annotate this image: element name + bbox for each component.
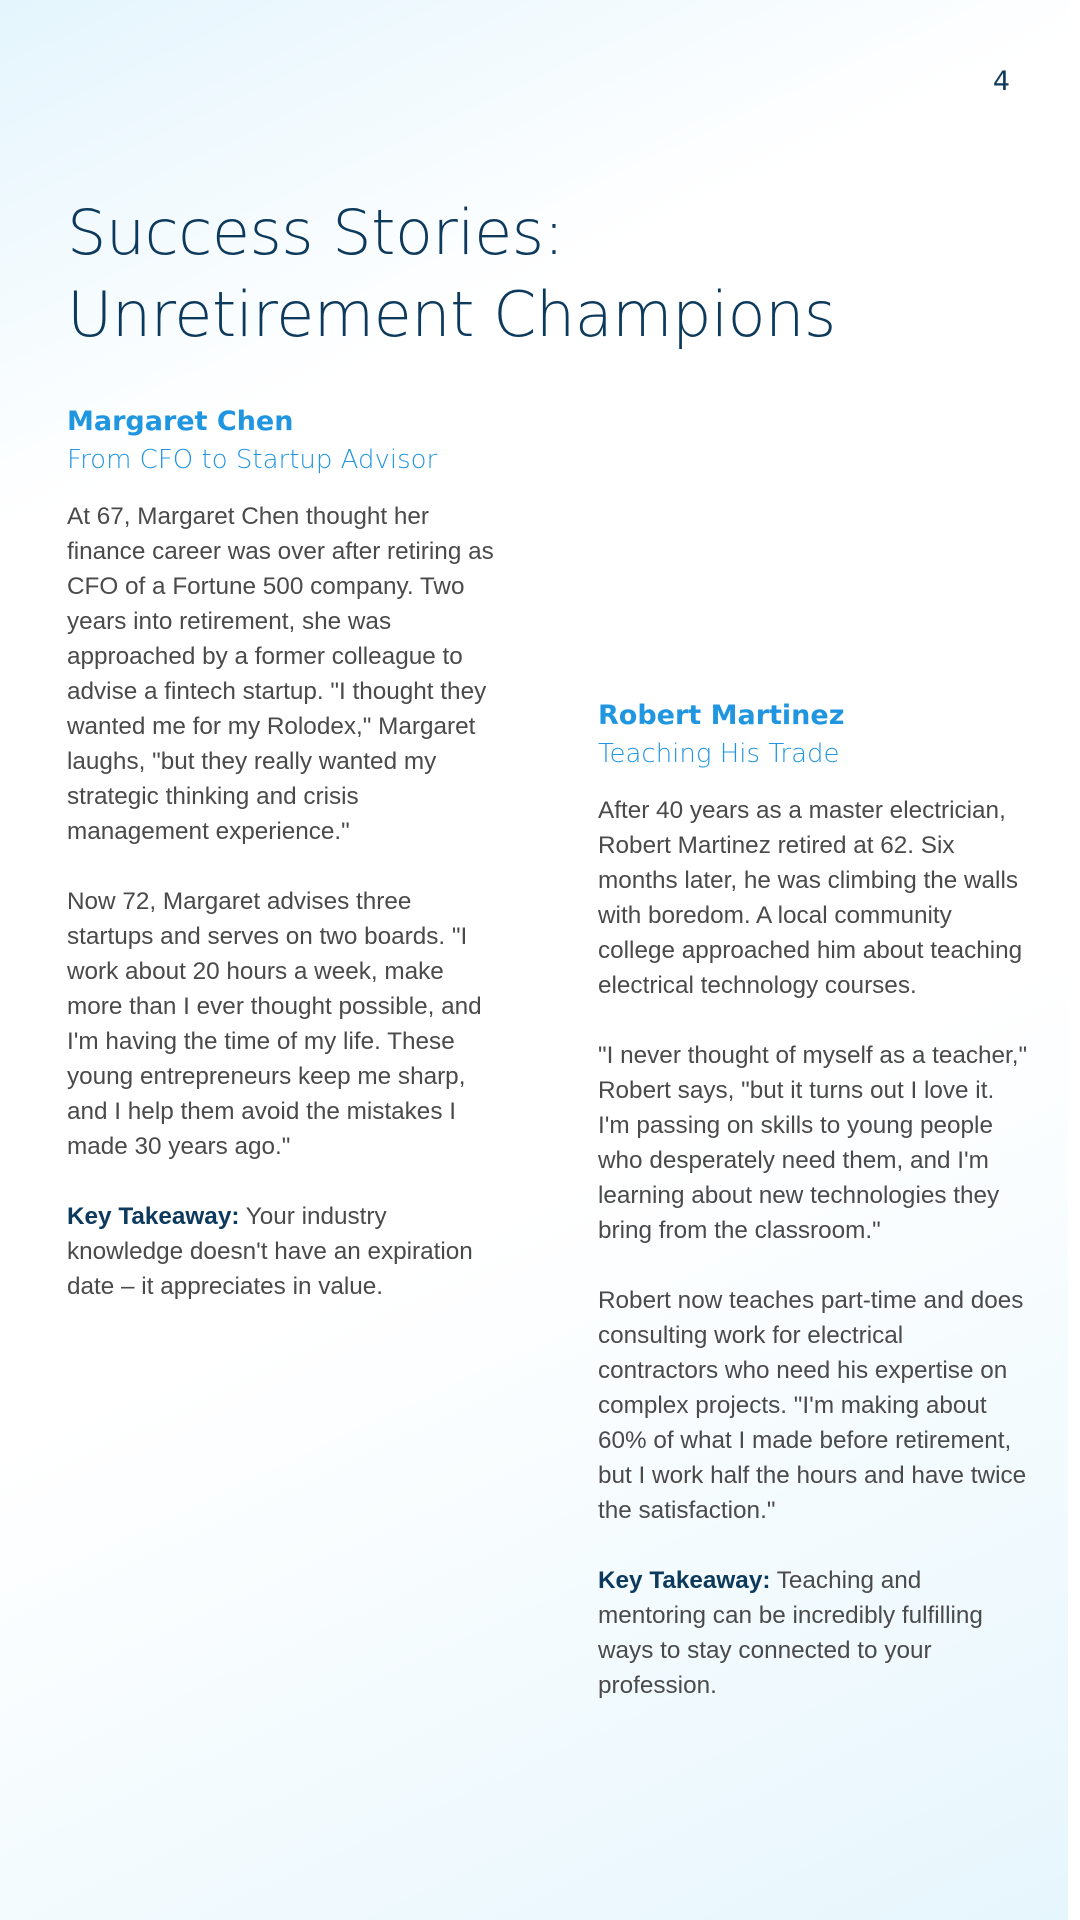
page-title	[67, 192, 836, 356]
story-margaret-chen	[67, 403, 497, 1339]
story-body	[67, 499, 497, 1304]
story-subtitle: From CFO to Startup Advisor	[67, 445, 438, 475]
page-title-line-1: Success Stories:	[67, 196, 564, 269]
story-name: Margaret Chen	[67, 406, 294, 437]
page-title-line-2: Unretirement Champions	[67, 278, 836, 351]
story-paragraph: Robert now teaches part-time and does consulting work for electrical contractors who need his expertise on complex projects. "I'm making about 60% of what I made before retirement, but I work half the hours and have twice the satisfaction."	[598, 1287, 1027, 1524]
story-paragraph: "I never thought of myself as a teacher," Robert says, "but it turns out I love it. I'm passing on skills to young people who desperately need them, and I'm learning about new technologies they bring from the classroom."	[598, 1042, 1028, 1244]
story-paragraph: Now 72, Margaret advises three startups and serves on two boards. "I work about 20 hours a week, make more than I ever thought possible, and I'm having the time of my life. These young entrepreneurs keep me sharp, and I help them avoid the mistakes I made 30 years ago."	[67, 888, 482, 1160]
story-paragraph: After 40 years as a master electrician, Robert Martinez retired at 62. Six months later, he was climbing the walls with boredom. A local community college approached him about teaching electrical technology courses.	[598, 797, 1023, 999]
story-robert-martinez	[598, 697, 1028, 1738]
key-takeaway-label: Key Takeaway:	[67, 1203, 240, 1230]
story-name: Robert Martinez	[598, 700, 845, 731]
page-number: 4	[992, 66, 1010, 97]
key-takeaway	[67, 1199, 497, 1304]
page-edge	[1068, 0, 1080, 1920]
story-body	[598, 793, 1028, 1703]
key-takeaway-text: Your industry knowledge doesn't have an expiration date – it appreciates in value.	[67, 1203, 473, 1300]
story-subtitle: Teaching His Trade	[598, 739, 840, 769]
key-takeaway	[598, 1563, 1028, 1703]
key-takeaway-label: Key Takeaway:	[598, 1567, 771, 1594]
key-takeaway-text: Teaching and mentoring can be incredibly fulfilling ways to stay connected to your profession.	[598, 1567, 983, 1699]
story-paragraph: At 67, Margaret Chen thought her finance career was over after retiring as CFO of a Fortune 500 company. Two years into retirement, she was approached by a former colleague to advise a fintech startup. "I thought they wanted me for my Rolodex," Margaret laughs, "but they really wanted my strategic thinking and crisis management experience."	[67, 503, 494, 845]
